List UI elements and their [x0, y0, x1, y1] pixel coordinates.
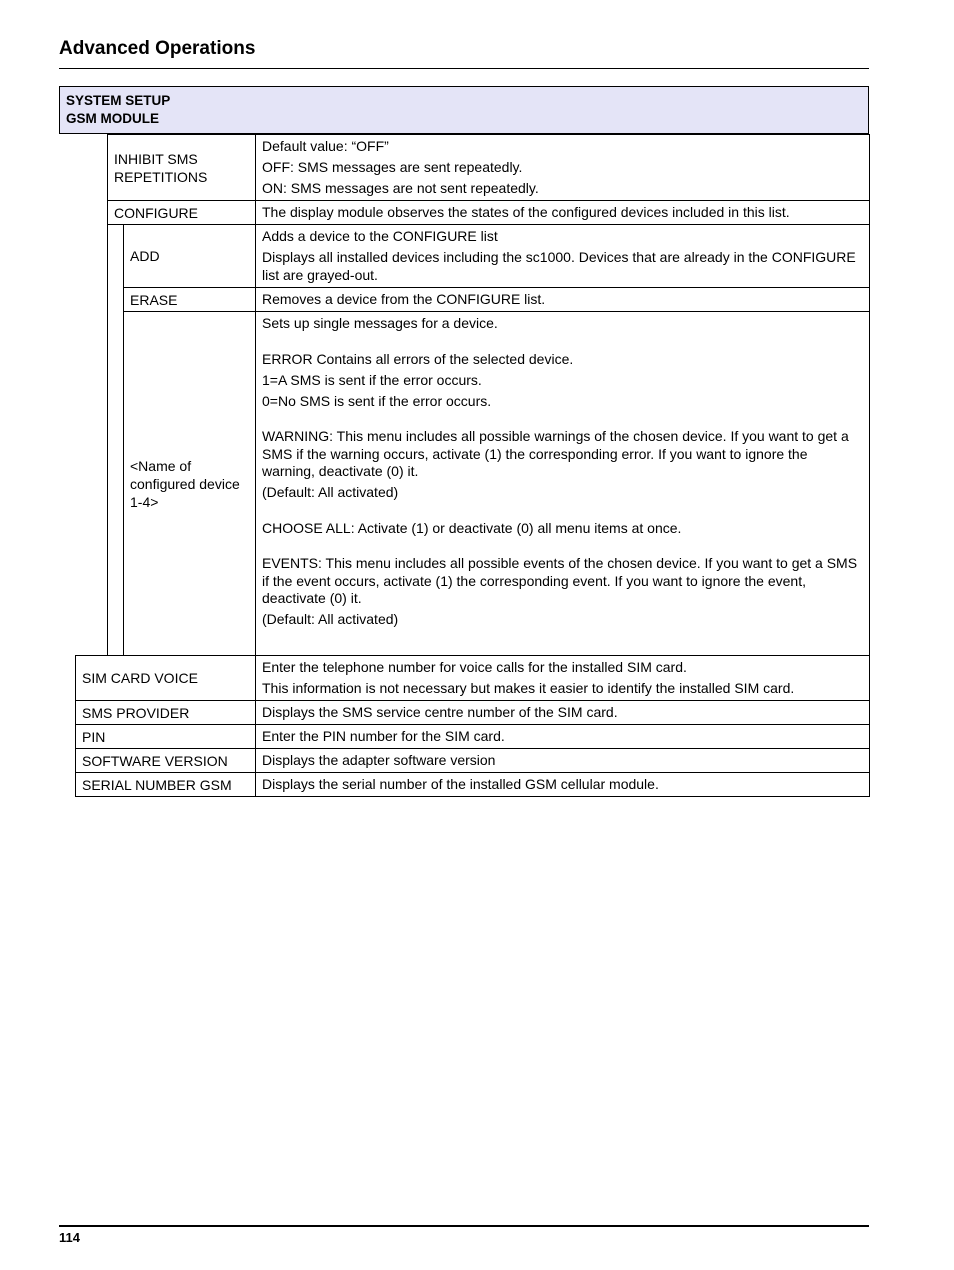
- row-label-erase: ERASE: [123, 287, 256, 312]
- indent-border: [107, 224, 108, 656]
- desc-line: EVENTS: This menu includes all possible events of the chosen device. If you want to get a SMS if the event occurs, activate (1) the corresponding event. If you want to ignore the event, deactivate (0) it.: [262, 555, 858, 606]
- row-label-software-version: SOFTWARE VERSION: [75, 748, 256, 773]
- row-label-sms-provider: SMS PROVIDER: [75, 700, 256, 725]
- row-desc-add: [255, 224, 870, 288]
- row-label-pin: PIN: [75, 724, 256, 749]
- footer-divider: [59, 1225, 869, 1227]
- desc-line: ON: SMS messages are not sent repeatedly.: [262, 180, 539, 196]
- desc-line: Displays the adapter software version: [262, 752, 496, 768]
- desc-line: Removes a device from the CONFIGURE list.: [262, 291, 546, 307]
- desc-line: Enter the telephone number for voice calls for the installed SIM card.: [262, 659, 687, 675]
- row-desc-sms-provider: [255, 700, 870, 725]
- row-label-configure: CONFIGURE: [107, 200, 256, 225]
- row-desc-serial-number-gsm: [255, 772, 870, 797]
- desc-line: Enter the PIN number for the SIM card.: [262, 728, 505, 744]
- desc-line: Adds a device to the CONFIGURE list: [262, 228, 498, 244]
- row-desc-software-version: [255, 748, 870, 773]
- header-divider: [59, 68, 869, 69]
- desc-line: Displays the SMS service centre number of the SIM card.: [262, 704, 618, 720]
- row-desc-configured-device: [255, 311, 870, 656]
- desc-line: OFF: SMS messages are sent repeatedly.: [262, 159, 523, 175]
- row-desc-inhibit-sms: [255, 134, 870, 201]
- row-label-configured-device: <Name of configured device 1-4>: [123, 311, 256, 656]
- desc-line: This information is not necessary but makes it easier to identify the installed SIM card.: [262, 680, 795, 696]
- row-label-sim-card-voice: SIM CARD VOICE: [75, 655, 256, 701]
- page-title: Advanced Operations: [59, 38, 256, 59]
- page-number: 114: [59, 1230, 80, 1245]
- desc-line: Default value: “OFF”: [262, 138, 389, 154]
- desc-line: Sets up single messages for a device.: [262, 315, 498, 331]
- desc-line: Displays the serial number of the installed GSM cellular module.: [262, 776, 659, 792]
- row-desc-erase: [255, 287, 870, 312]
- row-desc-sim-card-voice: [255, 655, 870, 701]
- row-label-inhibit-sms: INHIBIT SMS REPETITIONS: [107, 134, 256, 201]
- desc-line: CHOOSE ALL: Activate (1) or deactivate (0) all menu items at once.: [262, 519, 682, 536]
- row-desc-configure: [255, 200, 870, 225]
- section-title-gsm-module: GSM MODULE: [66, 111, 159, 126]
- desc-line: 0=No SMS is sent if the error occurs.: [262, 392, 492, 409]
- desc-line: The display module observes the states of the configured devices included in this list.: [262, 204, 790, 220]
- desc-line: ERROR Contains all errors of the selected device.: [262, 350, 574, 367]
- desc-line: 1=A SMS is sent if the error occurs.: [262, 371, 482, 388]
- row-label-serial-number-gsm: SERIAL NUMBER GSM: [75, 772, 256, 797]
- row-label-add: ADD: [123, 224, 256, 288]
- desc-line: WARNING: This menu includes all possible warnings of the chosen device. If you want to get a SMS if the warning occurs, activate (1) the corresponding error. If you want to ignore the warning, deactivate (0) it.: [262, 428, 849, 479]
- section-header: [59, 86, 869, 134]
- desc-line: (Default: All activated): [262, 484, 399, 500]
- desc-line: (Default: All activated): [262, 611, 399, 627]
- section-title-system-setup: SYSTEM SETUP: [66, 93, 171, 108]
- desc-line: Displays all installed devices including the sc1000. Devices that are already in the CONFIGURE list are grayed-out.: [262, 249, 856, 283]
- row-desc-pin: [255, 724, 870, 749]
